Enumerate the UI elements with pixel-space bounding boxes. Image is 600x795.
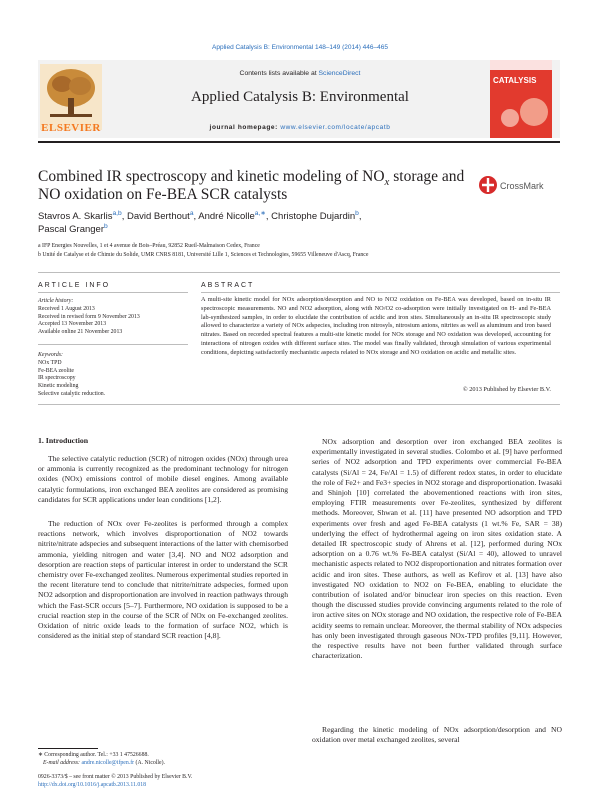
keyword-2: Fe-BEA zeolite [38, 367, 74, 374]
header-rule [38, 141, 560, 143]
cover-art [490, 60, 552, 138]
elsevier-wordmark: ELSEVIER [41, 122, 101, 134]
history-received: Received 1 August 2013 [38, 305, 95, 312]
article-info-heading: ARTICLE INFO [38, 282, 111, 289]
issn-line: 0926-3373/$ – see front matter © 2013 Published by Elsevier B.V. [38, 774, 193, 780]
sciencedirect-link[interactable]: ScienceDirect [318, 70, 361, 77]
email-suffix: (A. Nicolle). [134, 760, 166, 766]
copyright: © 2013 Published by Elsevier B.V. [462, 386, 551, 393]
article-title: Combined IR spectroscopy and kinetic modeling of $NO_x$ storage and NO oxidation on Fe-BEA SCR catalysts [38, 168, 465, 203]
homepage-label: journal homepage: [209, 124, 281, 131]
keywords [38, 352, 188, 399]
affiliation-a: a IFP Energies Nouvelles, 1 et 4 avenue de Bois–Préau, 92852 Rueil-Malmaison Cedex, France [38, 243, 260, 249]
homepage-link[interactable]: www.elsevier.com/locate/apcatb [280, 124, 391, 131]
journal-name: Applied Catalysis B: Environmental [191, 89, 409, 105]
doi-link[interactable]: http://dx.doi.org/10.1016/j.apcatb.2013.11.018 [38, 782, 147, 788]
crossmark-label: CrossMark [500, 181, 544, 191]
history-revised: Received in revised form 9 November 2013 [38, 313, 140, 320]
email-link[interactable]: andre.nicolle@ifpen.fr [81, 760, 135, 766]
abstract-rule [201, 292, 560, 293]
journal-reference[interactable]: Applied Catalysis B: Environmental 148–149 (2014) 446–465 [212, 44, 388, 51]
footnote-rule [38, 748, 98, 749]
email-label: E-mail address: [43, 760, 82, 766]
journal-cover-thumbnail [490, 60, 552, 138]
footnote-email [43, 760, 293, 768]
introduction-heading: 1. Introduction [38, 436, 89, 445]
history-accepted: Accepted 13 November 2013 [38, 321, 107, 328]
journal-homepage [120, 124, 480, 131]
contents-line [120, 70, 480, 77]
keywords-heading: Keywords: [38, 352, 63, 358]
keyword-5: Selective catalytic reduction. [38, 390, 106, 397]
abstract-bottom-rule [38, 404, 560, 405]
abstract-text: A multi-site kinetic model for NOx adsorption/desorption and NO to NO2 oxidation on Fe-BEA was developed, based on in-situ IR spectroscopic measurements. NO and NO2 adsorption, along with NO/O2 co-adsorption were initially investigated on H- and Fe-BEA lab-synthesized samples, in order to elucidate the contribution of acidic and iron sites. Simultaneously an in-situ IR spectroscopic study allowed to characterize a variety of NOx adspecies, including iron nitrosyls, nitrosium anions, nitrites as well as aluminum and iron based nitrates. Based on recorded spectral features a multi-site kinetic model for NOx storage and NO oxidation was developed, accounting for interactions of nitrogen oxides with different surface sites. The model was finally validated, through simulation of various experimental conditions, depicting satisfactorily mechanistic aspects related to NOx storage and NO oxidation on acidic and metallic sites. [201, 296, 551, 356]
crossmark-icon[interactable] [478, 174, 544, 196]
elsevier-tree-logo [40, 64, 102, 130]
keyword-3: IR spectroscopy [38, 375, 76, 382]
keyword-1: NOx TPD [38, 359, 62, 366]
cover-title: CATALYSIS [493, 76, 537, 85]
right-paragraph-2: Regarding the kinetic modeling of NOx adsorption/desorption and NO oxidation over metal exchanged zeolites, several [312, 725, 562, 745]
authors: Stavros A. Skarlis$^{a,b}$, David Berthout$^a$, André Nicolle$^{a,∗}$, Christophe Dujardin$^b$, Pascal Granger$^b$ [38, 209, 362, 235]
contents-prefix: Contents lists available at [239, 70, 319, 77]
affiliation-rule [38, 272, 560, 273]
keywords-rule [38, 344, 188, 345]
history-heading: Article history: [38, 298, 74, 304]
affiliation-b: b Unité de Catalyse et de Chimie du Solide, UMR CNRS 8181, Université Lille 1, Sciences et Technologies, 59655 Villeneuve d'Ascq, France [38, 252, 369, 258]
keyword-4: Kinetic modeling [38, 383, 79, 390]
right-paragraph-1: NOx adsorption and desorption over iron exchanged BEA zeolites is experimentally investigated in several studies. Colombo et al. [9] have performed series of NO2 adsorption and TPD experiments over commercial Fe-BEA catalysts (Si/Al = 24, Fe/Al = 1.5) of different redox states, in order to elucidate the role of Fe2+ and Fe3+ species in NO2 storage and disproportionation. Iwasaki and Shinjoh [10] correlated the abovementioned reactions with iron sites, employing FTIR measurements over Fe-zeolites, synthesized by different methods. Moreover, Shwan et al. [11] have presented NO adsorption and TPD experiments over fresh and aged Fe-BEA catalysts (1 wt.% Fe, SAR = 38) underlying the effect of hydrothermal ageing on iron sites oxidation state. A detailed IR spectroscopic study of Ahrens et al. [12], performed during NOx adsorption on a 0.76 wt.% Fe-BEA catalyst (Si/Al = 40), allowed to unravel mechanistic aspects related to NO2 disproportionation and nitrates formation over acidic and iron sites. These authors, as well as Kefirov et al. [13] have also investigated NO oxidation to NO2 on Fe-BEA, enabling to elucidate the contribution of isolated and/or binuclear iron species on this reaction. Even though the discussed studies provide convincing arguments related to the role of iron active sites on NOx storage and NO oxidation, the respective role of Fe-BEA acidity seems to remain unclear. Moreover, the thermal stability of NOx adspecies has only been investigated through gaseous NOx-TPD profiles [9,11]. However, the respective results have not been further validated through surface characterization. [312, 437, 562, 661]
article-info-rule [38, 292, 188, 293]
abstract-heading: ABSTRACT [201, 282, 255, 289]
article-history [38, 298, 188, 337]
intro-paragraph-2: The reduction of NOx over Fe-zeolites is performed through a complex reactions network, which involves disproportionation of NO2 towards nitrite/nitrate adspecies and subsequent interactions of the latter with chemisorbed ammonia, yielding nitrogen and water [3,4]. NO and NO2 adsorption and desorption are reaction steps of particular interest in order to understand the SCR chemistry over Fe-exchanged zeolites. Numerous experimental studies reported in the recent literature tend to conclude that nitrite/nitrate adspecies, formed upon NO2 adsorption and disproportionation are involved in reaction pathways through which the Fast-SCR occurs [5–7]. Furthermore, NO oxidation is supposed to be a crucial reaction step in the course of the SCR of NOx on Fe-exchanged zeolites. Oxidation of nitric oxide leads to the formation of surface NO2, which is considered as the initial step of standard SCR reaction [4,8]. [38, 519, 288, 641]
history-online: Available online 21 November 2013 [38, 329, 123, 336]
footnote-corresponding: ∗ Corresponding author. Tel.: +33 1 47526688. [38, 752, 149, 758]
intro-paragraph-1: The selective catalytic reduction (SCR) of nitrogen oxides (NOx) through urea or ammonia is currently recognized as the predominant technology for nitrogen oxides (NOx) emissions control of mobile diesel engines. Among available catalytic formulations, iron exchanged BEA zeolites are considered as promising candidates for SCR applications under lean conditions [1,2]. [38, 454, 288, 504]
